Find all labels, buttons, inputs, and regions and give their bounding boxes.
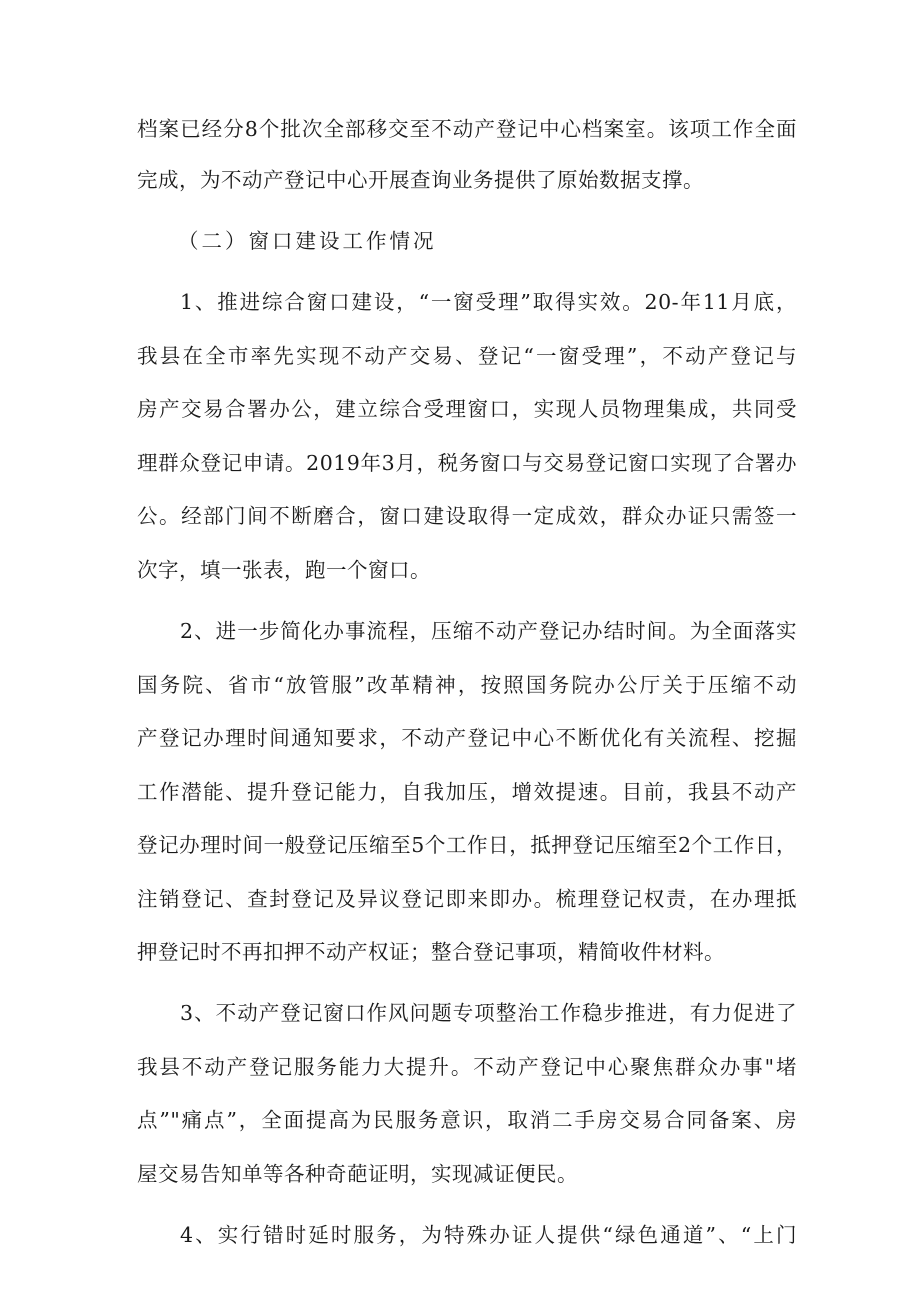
paragraph-line: 我县在全市率先实现不动产交易、登记“一窗受理”，不动产登记与 [137, 344, 797, 368]
paragraph-line: 点”"痛点”，全面提高为民服务意识，取消二手房交易合同备案、房 [137, 1108, 797, 1132]
paragraph-line: 我县不动产登记服务能力大提升。不动产登记中心聚焦群众办事"堵 [137, 1055, 797, 1079]
paragraph-line: 档案已经分8个批次全部移交至不动产登记中心档案室。该项工作全面 [137, 117, 797, 141]
paragraph-line: 产登记办理时间通知要求，不动产登记中心不断优化有关流程、挖掘 [137, 726, 797, 750]
paragraph-line: 登记办理时间一般登记压缩至5个工作日，抵押登记压缩至2个工作日， [137, 833, 797, 857]
paragraph-line: 公。经部门间不断磨合，窗口建设取得一定成效，群众办证只需签一 [137, 504, 797, 528]
paragraph-line: 4、实行错时延时服务，为特殊办证人提供“绿色通道”、“上门 [180, 1223, 797, 1247]
paragraph-line: 3、不动产登记窗口作风问题专项整治工作稳步推进，有力促进了 [180, 1001, 797, 1025]
paragraph-line: 注销登记、查封登记及异议登记即来即办。梳理登记权责，在办理抵 [137, 887, 797, 911]
paragraph-line: 押登记时不再扣押不动产权证；整合登记事项，精简收件材料。 [137, 940, 725, 964]
paragraph-line: 完成，为不动产登记中心开展查询业务提供了原始数据支撑。 [137, 168, 704, 192]
section-heading: （二）窗口建设工作情况 [178, 229, 437, 253]
paragraph-line: 理群众登记申请。2019年3月，税务窗口与交易登记窗口实现了合署办 [137, 451, 797, 475]
paragraph-line: 次字，填一张表，跑一个窗口。 [137, 558, 431, 582]
paragraph-line: 2、进一步简化办事流程，压缩不动产登记办结时间。为全面落实 [180, 619, 797, 643]
paragraph-line: 工作潜能、提升登记能力，自我加压，增效提速。目前，我县不动产 [137, 780, 797, 804]
paragraph-line: 1、推进综合窗口建设，“一窗受理”取得实效。20-年11月底， [180, 290, 797, 314]
paragraph-line: 国务院、省市“放管服”改革精神，按照国务院办公厅关于压缩不动 [137, 673, 797, 697]
paragraph-line: 房产交易合署办公，建立综合受理窗口，实现人员物理集成，共同受 [137, 397, 797, 421]
paragraph-line: 屋交易告知单等各种奇葩证明，实现减证便民。 [137, 1162, 578, 1186]
